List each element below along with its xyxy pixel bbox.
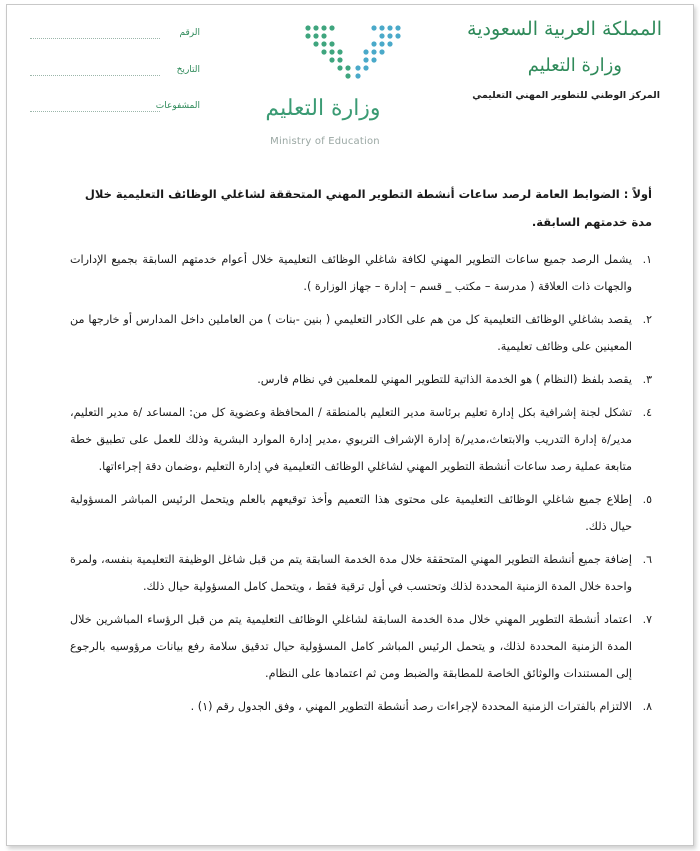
item-text: الالتزام بالفترات الزمنية المحددة لإجراءات رصد أنشطة التطوير المهني ، وفق الجدول رقم (١) . (190, 700, 632, 713)
letterhead (0, 0, 700, 147)
list-item (70, 366, 652, 393)
logo-arabic-text: وزارة التعليم (265, 96, 381, 121)
ref-number-label: الرقم (179, 28, 200, 38)
ref-date-line (30, 75, 160, 76)
item-text: إضافة جميع أنشطة التطوير المهني المتحققة خلال مدة الخدمة السابقة يتم من قبل شاغل الوظيفة التعليمية بنفسه، ولمرة واحدة خلال المدة الزمنية المحددة لذلك وتحتسب في أول ترقية فقط ، ويتحمل كامل المسؤولية حيال ذلك. (70, 553, 632, 593)
list-item (70, 693, 652, 720)
ref-attachments-label: المشفوعات (155, 101, 200, 111)
item-number: ٢. (642, 313, 652, 326)
ref-number-field (30, 28, 200, 44)
ministry-logo (240, 20, 400, 147)
item-number: ٨. (642, 700, 652, 713)
item-text: يقصد بلفظ (النظام ) هو الخدمة الذاتية للتطوير المهني للمعلمين في نظام فارس. (257, 373, 632, 386)
item-number: ٣. (642, 373, 652, 386)
item-text: يشمل الرصد جميع ساعات التطوير المهني لكافة شاغلي الوظائف التعليمية خلال أعوام خدمتهم السابقة بجميع الإدارات والجهات ذات العلاقة ( مدرسة – مكتب _ قسم – إدارة – جهاز الوزارة ). (70, 253, 632, 293)
list-item (70, 399, 652, 480)
ref-number-line (30, 38, 160, 39)
ref-date-field (30, 65, 200, 81)
item-text: يقصد بشاغلي الوظائف التعليمية كل من هم على الكادر التعليمي ( بنين -بنات ) من العاملين داخل المدارس أو خارجها من المعينين على وظائف تعليمية. (70, 313, 632, 353)
item-text: إطلاع جميع شاغلي الوظائف التعليمية على محتوى هذا التعميم وأخذ توقيعهم بالعلم ويتحمل الرئيس المباشر المسؤولية حيال ذلك. (70, 493, 632, 533)
item-number: ١. (642, 253, 652, 266)
item-number: ٥. (642, 493, 652, 506)
list-item (70, 486, 652, 540)
item-text: تشكل لجنة إشرافية بكل إدارة تعليم برئاسة مدير التعليم بالمنطقة / المحافظة وعضوية كل من: المساعد /ة مدير التعليم، مدير/ة إدارة التدريب والابتعاث،مدير/ة إدارة الإشراف التربوي ،مدير إدارة الموارد البشرية وذلك للعمل على تطبيق خطة متابعة عملية رصد ساعات أنشطة التطوير المهني لشاغلي الوظائف التعليمية في إدارة التعليم ،وضمان دقة إجراءاتها. (70, 406, 632, 473)
ref-attachments-line (30, 111, 160, 112)
logo-english-text: Ministry of Education (270, 136, 380, 147)
item-number: ٦. (642, 553, 652, 566)
kingdom-title: المملكة العربية السعودية (467, 18, 662, 40)
list-item (70, 546, 652, 600)
item-number: ٧. (642, 613, 652, 626)
list-item (70, 246, 652, 300)
section-title: أولاً : الضوابط العامة لرصد ساعات أنشطة التطوير المهني المتحققة لشاغلي الوظائف التعليمية خلال مدة خدمتهم السابقة. (84, 187, 652, 229)
document-body (70, 180, 652, 726)
item-number: ٤. (642, 406, 652, 419)
ref-date-label: التاريخ (176, 65, 200, 75)
logo-dots-icon (298, 20, 408, 82)
list-item (70, 606, 652, 687)
list-item (70, 306, 652, 360)
ministry-title: وزارة التعليم (527, 55, 622, 76)
center-name: المركز الوطني للتطوير المهني التعليمي (472, 90, 660, 101)
ref-attachments-field (30, 101, 200, 117)
item-text: اعتماد أنشطة التطوير المهني خلال مدة الخدمة السابقة لشاغلي الوظائف التعليمية يتم من قبل الرؤساء المباشرين خلال المدة الزمنية المحددة لذلك، و يتحمل الرئيس المباشر كامل المسؤولية حيال تدقيق سلامة رفع بيانات مرؤوسيه بالرجوع إلى المستندات والوثائق الخاصة للمطابقة والضبط ومن ثم اعتمادها على النظام. (70, 613, 632, 680)
